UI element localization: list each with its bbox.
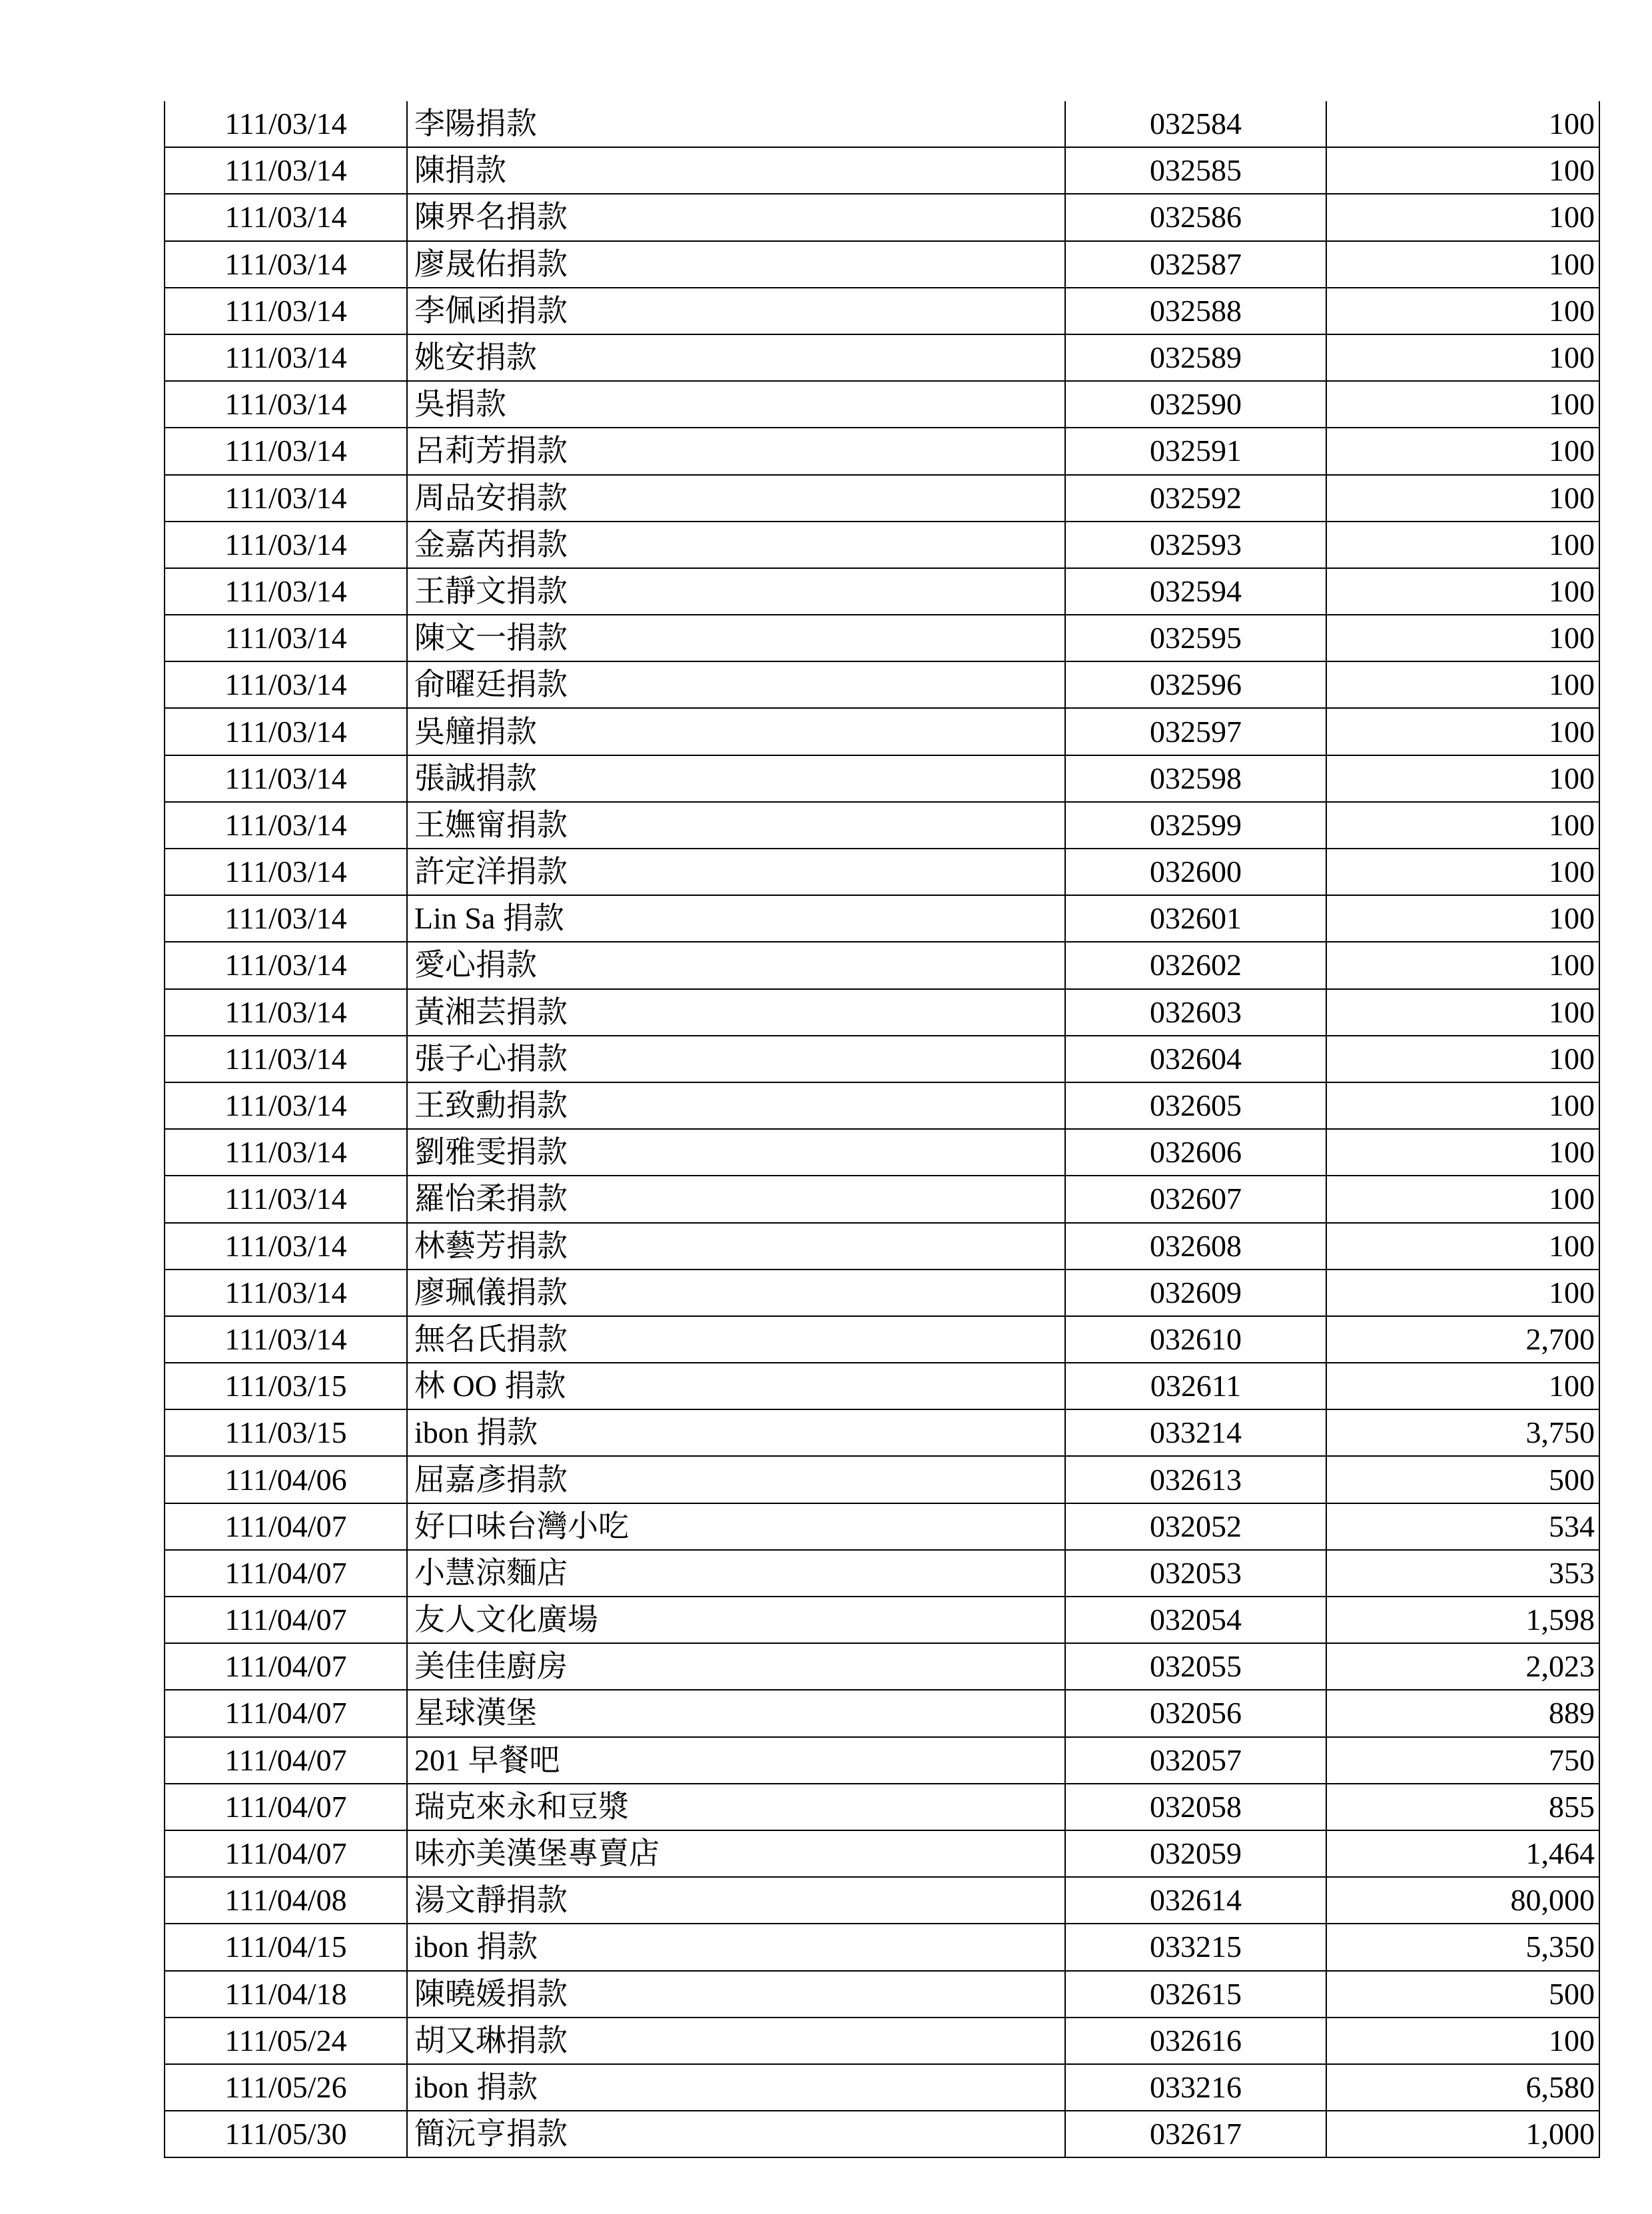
table-row bbox=[165, 802, 1599, 849]
cell-date: 111/03/14 bbox=[165, 1129, 407, 1176]
cell-description: 瑞克來永和豆漿 bbox=[407, 1784, 1065, 1830]
table-row bbox=[165, 1176, 1599, 1222]
cell-receipt-number: 032058 bbox=[1065, 1784, 1326, 1830]
cell-amount: 100 bbox=[1326, 802, 1599, 849]
table-row bbox=[165, 428, 1599, 474]
cell-receipt-number: 032611 bbox=[1065, 1363, 1326, 1409]
cell-amount: 100 bbox=[1326, 1270, 1599, 1316]
cell-receipt-number: 032054 bbox=[1065, 1597, 1326, 1643]
table-row bbox=[165, 288, 1599, 334]
table-row bbox=[165, 1363, 1599, 1409]
cell-amount: 2,023 bbox=[1326, 1643, 1599, 1690]
cell-description: 好口味台灣小吃 bbox=[407, 1503, 1065, 1550]
table-row bbox=[165, 1129, 1599, 1176]
cell-date: 111/03/14 bbox=[165, 288, 407, 334]
cell-amount: 100 bbox=[1326, 615, 1599, 661]
cell-description: 屈嘉彥捐款 bbox=[407, 1456, 1065, 1503]
cell-receipt-number: 032584 bbox=[1065, 101, 1326, 147]
cell-receipt-number: 032587 bbox=[1065, 241, 1326, 288]
cell-date: 111/03/14 bbox=[165, 615, 407, 661]
cell-amount: 1,598 bbox=[1326, 1597, 1599, 1643]
table-row bbox=[165, 1316, 1599, 1363]
cell-description: 陳曉媛捐款 bbox=[407, 1971, 1065, 2018]
table-row bbox=[165, 1223, 1599, 1270]
cell-receipt-number: 032606 bbox=[1065, 1129, 1326, 1176]
cell-description: 星球漢堡 bbox=[407, 1690, 1065, 1736]
cell-receipt-number: 032586 bbox=[1065, 194, 1326, 240]
cell-description: 金嘉芮捐款 bbox=[407, 522, 1065, 568]
cell-description: 林藝芳捐款 bbox=[407, 1223, 1065, 1270]
cell-amount: 1,464 bbox=[1326, 1830, 1599, 1877]
cell-receipt-number: 033214 bbox=[1065, 1409, 1326, 1456]
table-row bbox=[165, 2064, 1599, 2111]
cell-receipt-number: 032615 bbox=[1065, 1971, 1326, 2018]
cell-description: 廖晟佑捐款 bbox=[407, 241, 1065, 288]
cell-receipt-number: 032613 bbox=[1065, 1456, 1326, 1503]
cell-amount: 100 bbox=[1326, 1176, 1599, 1222]
cell-description: 俞曜廷捐款 bbox=[407, 661, 1065, 708]
cell-receipt-number: 032608 bbox=[1065, 1223, 1326, 1270]
cell-description: 姚安捐款 bbox=[407, 334, 1065, 381]
cell-date: 111/03/14 bbox=[165, 849, 407, 895]
table-row bbox=[165, 1737, 1599, 1784]
cell-date: 111/03/14 bbox=[165, 241, 407, 288]
table-row bbox=[165, 661, 1599, 708]
cell-amount: 100 bbox=[1326, 288, 1599, 334]
cell-amount: 100 bbox=[1326, 849, 1599, 895]
cell-receipt-number: 032591 bbox=[1065, 428, 1326, 474]
cell-receipt-number: 033216 bbox=[1065, 2064, 1326, 2111]
cell-receipt-number: 032590 bbox=[1065, 381, 1326, 428]
table-row bbox=[165, 522, 1599, 568]
cell-date: 111/03/14 bbox=[165, 334, 407, 381]
cell-date: 111/03/14 bbox=[165, 1036, 407, 1082]
cell-amount: 889 bbox=[1326, 1690, 1599, 1736]
cell-receipt-number: 032053 bbox=[1065, 1550, 1326, 1597]
table-row bbox=[165, 1550, 1599, 1597]
cell-description: 張誠捐款 bbox=[407, 755, 1065, 802]
cell-amount: 100 bbox=[1326, 101, 1599, 147]
cell-description: 美佳佳廚房 bbox=[407, 1643, 1065, 1690]
cell-date: 111/04/07 bbox=[165, 1830, 407, 1877]
cell-description: 劉雅雯捐款 bbox=[407, 1129, 1065, 1176]
cell-date: 111/03/14 bbox=[165, 1176, 407, 1222]
cell-amount: 2,700 bbox=[1326, 1316, 1599, 1363]
table-row bbox=[165, 708, 1599, 755]
cell-description: 湯文靜捐款 bbox=[407, 1877, 1065, 1924]
cell-amount: 100 bbox=[1326, 522, 1599, 568]
table-row bbox=[165, 475, 1599, 522]
cell-date: 111/03/14 bbox=[165, 522, 407, 568]
cell-amount: 100 bbox=[1326, 568, 1599, 615]
cell-receipt-number: 032585 bbox=[1065, 147, 1326, 194]
table-row bbox=[165, 1924, 1599, 1970]
cell-receipt-number: 032602 bbox=[1065, 942, 1326, 988]
cell-amount: 100 bbox=[1326, 661, 1599, 708]
cell-receipt-number: 032600 bbox=[1065, 849, 1326, 895]
cell-date: 111/03/14 bbox=[165, 989, 407, 1036]
cell-date: 111/03/15 bbox=[165, 1409, 407, 1456]
cell-date: 111/04/07 bbox=[165, 1550, 407, 1597]
table-row bbox=[165, 2018, 1599, 2064]
cell-description: 李佩函捐款 bbox=[407, 288, 1065, 334]
cell-amount: 80,000 bbox=[1326, 1877, 1599, 1924]
table-row bbox=[165, 241, 1599, 288]
table-row bbox=[165, 147, 1599, 194]
cell-description: 黃湘芸捐款 bbox=[407, 989, 1065, 1036]
cell-date: 111/04/18 bbox=[165, 1971, 407, 2018]
cell-description: 陳文一捐款 bbox=[407, 615, 1065, 661]
cell-receipt-number: 032616 bbox=[1065, 2018, 1326, 2064]
cell-receipt-number: 032588 bbox=[1065, 288, 1326, 334]
cell-description: 愛心捐款 bbox=[407, 942, 1065, 988]
cell-date: 111/04/07 bbox=[165, 1643, 407, 1690]
cell-amount: 5,350 bbox=[1326, 1924, 1599, 1970]
cell-receipt-number: 032599 bbox=[1065, 802, 1326, 849]
cell-amount: 100 bbox=[1326, 895, 1599, 942]
cell-receipt-number: 032607 bbox=[1065, 1176, 1326, 1222]
ledger-body bbox=[165, 101, 1599, 2157]
cell-receipt-number: 032609 bbox=[1065, 1270, 1326, 1316]
cell-date: 111/04/06 bbox=[165, 1456, 407, 1503]
cell-amount: 100 bbox=[1326, 708, 1599, 755]
cell-amount: 855 bbox=[1326, 1784, 1599, 1830]
cell-receipt-number: 032059 bbox=[1065, 1830, 1326, 1877]
cell-date: 111/03/14 bbox=[165, 802, 407, 849]
table-row bbox=[165, 1971, 1599, 2018]
cell-date: 111/03/14 bbox=[165, 1270, 407, 1316]
cell-date: 111/04/07 bbox=[165, 1503, 407, 1550]
cell-receipt-number: 032593 bbox=[1065, 522, 1326, 568]
cell-date: 111/05/24 bbox=[165, 2018, 407, 2064]
cell-amount: 100 bbox=[1326, 1129, 1599, 1176]
cell-amount: 100 bbox=[1326, 241, 1599, 288]
table-row bbox=[165, 895, 1599, 942]
cell-receipt-number: 032595 bbox=[1065, 615, 1326, 661]
table-row bbox=[165, 1082, 1599, 1129]
cell-date: 111/03/14 bbox=[165, 101, 407, 147]
cell-receipt-number: 032597 bbox=[1065, 708, 1326, 755]
cell-date: 111/03/14 bbox=[165, 942, 407, 988]
cell-date: 111/04/15 bbox=[165, 1924, 407, 1970]
cell-description: 呂莉芳捐款 bbox=[407, 428, 1065, 474]
cell-receipt-number: 032605 bbox=[1065, 1082, 1326, 1129]
cell-date: 111/03/14 bbox=[165, 475, 407, 522]
table-row bbox=[165, 381, 1599, 428]
cell-amount: 100 bbox=[1326, 334, 1599, 381]
table-row bbox=[165, 2111, 1599, 2157]
cell-amount: 353 bbox=[1326, 1550, 1599, 1597]
cell-description: 陳界名捐款 bbox=[407, 194, 1065, 240]
cell-date: 111/03/14 bbox=[165, 568, 407, 615]
cell-date: 111/03/14 bbox=[165, 661, 407, 708]
table-row bbox=[165, 1036, 1599, 1082]
table-row bbox=[165, 1409, 1599, 1456]
table-row bbox=[165, 1643, 1599, 1690]
cell-receipt-number: 032610 bbox=[1065, 1316, 1326, 1363]
cell-description: 廖珮儀捐款 bbox=[407, 1270, 1065, 1316]
cell-amount: 3,750 bbox=[1326, 1409, 1599, 1456]
cell-amount: 100 bbox=[1326, 428, 1599, 474]
cell-description: 李陽捐款 bbox=[407, 101, 1065, 147]
cell-description: 王靜文捐款 bbox=[407, 568, 1065, 615]
cell-date: 111/03/14 bbox=[165, 381, 407, 428]
cell-receipt-number: 032057 bbox=[1065, 1737, 1326, 1784]
cell-date: 111/03/14 bbox=[165, 895, 407, 942]
cell-amount: 100 bbox=[1326, 2018, 1599, 2064]
cell-amount: 534 bbox=[1326, 1503, 1599, 1550]
cell-description: ibon 捐款 bbox=[407, 1924, 1065, 1970]
table-row bbox=[165, 568, 1599, 615]
table-row bbox=[165, 1690, 1599, 1736]
cell-date: 111/03/14 bbox=[165, 1082, 407, 1129]
table-row bbox=[165, 1784, 1599, 1830]
table-row bbox=[165, 755, 1599, 802]
table-row bbox=[165, 194, 1599, 240]
cell-date: 111/05/30 bbox=[165, 2111, 407, 2157]
cell-receipt-number: 033215 bbox=[1065, 1924, 1326, 1970]
cell-description: 友人文化廣場 bbox=[407, 1597, 1065, 1643]
table-row bbox=[165, 1456, 1599, 1503]
cell-description: 吳捐款 bbox=[407, 381, 1065, 428]
cell-amount: 100 bbox=[1326, 194, 1599, 240]
cell-amount: 100 bbox=[1326, 942, 1599, 988]
cell-description: 簡沅亨捐款 bbox=[407, 2111, 1065, 2157]
cell-receipt-number: 032592 bbox=[1065, 475, 1326, 522]
cell-date: 111/03/15 bbox=[165, 1363, 407, 1409]
cell-amount: 100 bbox=[1326, 1036, 1599, 1082]
cell-receipt-number: 032598 bbox=[1065, 755, 1326, 802]
table-row bbox=[165, 849, 1599, 895]
cell-date: 111/03/14 bbox=[165, 1223, 407, 1270]
cell-amount: 100 bbox=[1326, 1223, 1599, 1270]
cell-description: 林 OO 捐款 bbox=[407, 1363, 1065, 1409]
cell-date: 111/04/07 bbox=[165, 1597, 407, 1643]
cell-receipt-number: 032614 bbox=[1065, 1877, 1326, 1924]
cell-receipt-number: 032594 bbox=[1065, 568, 1326, 615]
cell-description: 胡又琳捐款 bbox=[407, 2018, 1065, 2064]
cell-amount: 500 bbox=[1326, 1971, 1599, 2018]
cell-receipt-number: 032604 bbox=[1065, 1036, 1326, 1082]
cell-receipt-number: 032596 bbox=[1065, 661, 1326, 708]
cell-date: 111/03/14 bbox=[165, 755, 407, 802]
table-row bbox=[165, 101, 1599, 147]
cell-description: Lin Sa 捐款 bbox=[407, 895, 1065, 942]
table-row bbox=[165, 1503, 1599, 1550]
cell-description: 王致勳捐款 bbox=[407, 1082, 1065, 1129]
cell-description: 味亦美漢堡專賣店 bbox=[407, 1830, 1065, 1877]
cell-description: ibon 捐款 bbox=[407, 2064, 1065, 2111]
cell-amount: 750 bbox=[1326, 1737, 1599, 1784]
cell-receipt-number: 032056 bbox=[1065, 1690, 1326, 1736]
cell-receipt-number: 032589 bbox=[1065, 334, 1326, 381]
cell-amount: 100 bbox=[1326, 1363, 1599, 1409]
cell-amount: 500 bbox=[1326, 1456, 1599, 1503]
table-row bbox=[165, 1877, 1599, 1924]
table-row bbox=[165, 615, 1599, 661]
cell-amount: 6,580 bbox=[1326, 2064, 1599, 2111]
cell-receipt-number: 032601 bbox=[1065, 895, 1326, 942]
cell-description: 吳艟捐款 bbox=[407, 708, 1065, 755]
table-row bbox=[165, 334, 1599, 381]
cell-date: 111/03/14 bbox=[165, 194, 407, 240]
table-row bbox=[165, 1270, 1599, 1316]
cell-amount: 100 bbox=[1326, 475, 1599, 522]
cell-description: 張子心捐款 bbox=[407, 1036, 1065, 1082]
cell-receipt-number: 032055 bbox=[1065, 1643, 1326, 1690]
cell-date: 111/03/14 bbox=[165, 428, 407, 474]
cell-date: 111/04/07 bbox=[165, 1784, 407, 1830]
cell-description: 陳捐款 bbox=[407, 147, 1065, 194]
cell-description: 201 早餐吧 bbox=[407, 1737, 1065, 1784]
donation-ledger-table bbox=[164, 101, 1600, 2158]
table-row bbox=[165, 942, 1599, 988]
cell-receipt-number: 032052 bbox=[1065, 1503, 1326, 1550]
table-row bbox=[165, 1597, 1599, 1643]
cell-receipt-number: 032603 bbox=[1065, 989, 1326, 1036]
cell-date: 111/03/14 bbox=[165, 1316, 407, 1363]
cell-amount: 100 bbox=[1326, 381, 1599, 428]
cell-description: 王嫵甯捐款 bbox=[407, 802, 1065, 849]
table-row bbox=[165, 1830, 1599, 1877]
cell-description: 小慧涼麵店 bbox=[407, 1550, 1065, 1597]
cell-amount: 1,000 bbox=[1326, 2111, 1599, 2157]
cell-date: 111/05/26 bbox=[165, 2064, 407, 2111]
cell-date: 111/04/07 bbox=[165, 1737, 407, 1784]
cell-amount: 100 bbox=[1326, 989, 1599, 1036]
cell-description: 周品安捐款 bbox=[407, 475, 1065, 522]
cell-amount: 100 bbox=[1326, 1082, 1599, 1129]
cell-description: 羅怡柔捐款 bbox=[407, 1176, 1065, 1222]
cell-amount: 100 bbox=[1326, 755, 1599, 802]
cell-amount: 100 bbox=[1326, 147, 1599, 194]
table-row bbox=[165, 989, 1599, 1036]
cell-description: ibon 捐款 bbox=[407, 1409, 1065, 1456]
cell-date: 111/03/14 bbox=[165, 708, 407, 755]
cell-description: 無名氏捐款 bbox=[407, 1316, 1065, 1363]
cell-date: 111/04/08 bbox=[165, 1877, 407, 1924]
cell-receipt-number: 032617 bbox=[1065, 2111, 1326, 2157]
cell-description: 許定洋捐款 bbox=[407, 849, 1065, 895]
cell-date: 111/04/07 bbox=[165, 1690, 407, 1736]
cell-date: 111/03/14 bbox=[165, 147, 407, 194]
